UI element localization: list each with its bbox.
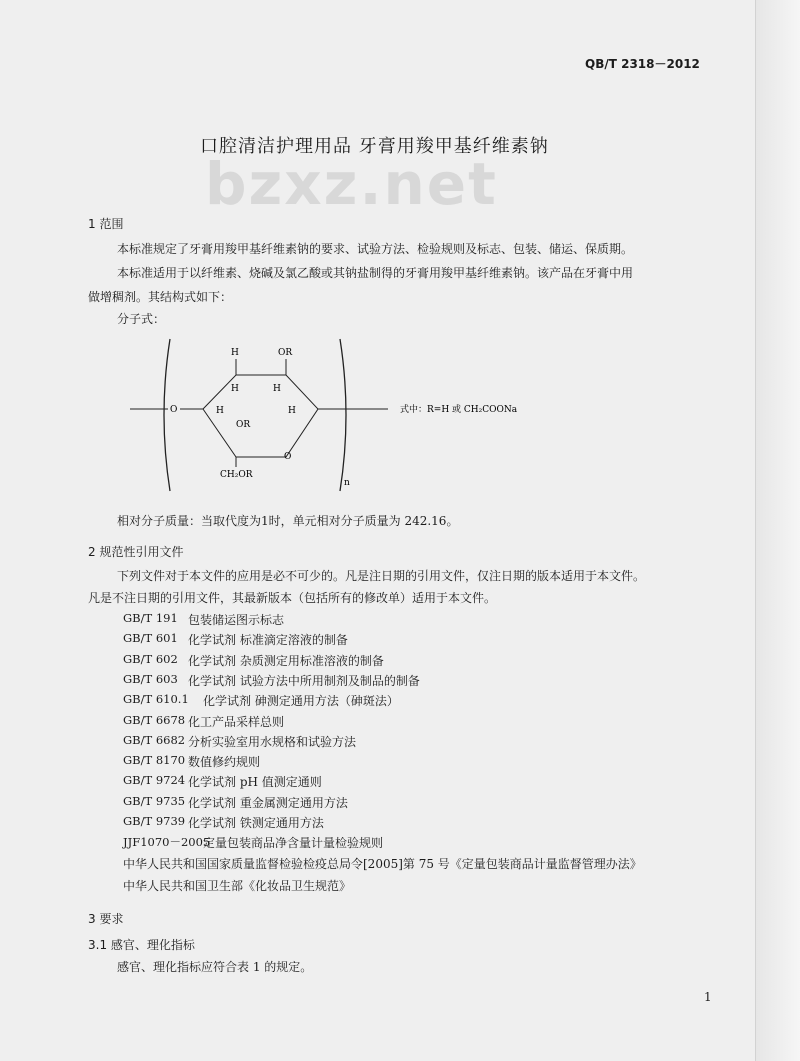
- section-1-para-2-line-1: 本标准适用于以纤维素、烧碱及氯乙酸或其钠盐制得的牙膏用羧甲基纤维素钠。该产品在牙膏中用: [117, 266, 634, 280]
- label-h-mid-1: H: [231, 384, 239, 394]
- formula-label: 分子式：: [117, 312, 166, 326]
- section-3-1-heading: 3.1 感官、理化指标: [88, 938, 195, 952]
- label-ch2or: CH₂OR: [220, 470, 253, 480]
- reference-code: GB/T 601: [123, 631, 178, 645]
- section-1-heading: 1 范围: [88, 217, 124, 231]
- standard-code: QB/T 2318－2012: [585, 57, 700, 71]
- structure-note: 式中：R=H 或 CH₂COONa: [400, 405, 518, 415]
- reference-title: 化学试剂 铁测定通用方法: [188, 816, 324, 830]
- reference-code: GB/T 191: [123, 611, 178, 625]
- order-2: 中华人民共和国卫生部《化妆品卫生规范》: [123, 879, 352, 893]
- section-2-para-line-2: 凡是不注日期的引用文件，其最新版本（包括所有的修改单）适用于本文件。: [88, 591, 497, 605]
- label-o-chain: O: [170, 405, 178, 415]
- left-bracket: [164, 339, 170, 491]
- reference-code: JJF1070－2005: [123, 835, 211, 849]
- reference-title: 化学试剂 标准滴定溶液的制备: [188, 633, 348, 647]
- page-number: 1: [704, 990, 712, 1004]
- watermark: bzxz.net: [205, 150, 498, 218]
- label-o-ring: O: [284, 452, 292, 462]
- page-edge-shadow: [755, 0, 800, 1061]
- label-h-mid-2: H: [273, 384, 281, 394]
- section-3-heading: 3 要求: [88, 912, 124, 926]
- document-title: 口腔清洁护理用品 牙膏用羧甲基纤维素钠: [200, 136, 549, 157]
- reference-title: 化学试剂 砷测定通用方法（砷斑法）: [203, 694, 399, 708]
- reference-code: GB/T 8170: [123, 753, 186, 767]
- label-n: n: [344, 478, 350, 488]
- order-1: 中华人民共和国国家质量监督检验检疫总局令[2005]第 75 号《定量包装商品计量监督管理办法》: [123, 857, 642, 871]
- label-or-mid: OR: [236, 420, 251, 430]
- reference-code: GB/T 610.1: [123, 692, 189, 706]
- reference-title: 化学试剂 杂质测定用标准溶液的制备: [188, 654, 384, 668]
- section-1-para-2-line-2: 做增稠剂。其结构式如下：: [88, 290, 233, 304]
- label-h-right: H: [288, 406, 296, 416]
- pyranose-ring: [203, 375, 318, 457]
- reference-title: 数值修约规则: [188, 755, 261, 769]
- reference-title: 分析实验室用水规格和试验方法: [188, 735, 357, 749]
- reference-code: GB/T 9724: [123, 773, 186, 787]
- reference-code: GB/T 602: [123, 652, 178, 666]
- reference-code: GB/T 6682: [123, 733, 186, 747]
- reference-code: GB/T 6678: [123, 713, 186, 727]
- reference-title: 包装储运图示标志: [188, 613, 285, 627]
- section-3-1-para: 感官、理化指标应符合表 1 的规定。: [117, 960, 313, 974]
- label-h-top-left: H: [231, 348, 239, 358]
- structural-formula: [128, 335, 728, 495]
- reference-title: 化工产品采样总则: [188, 715, 285, 729]
- section-2-heading: 2 规范性引用文件: [88, 545, 184, 559]
- reference-title: 化学试剂 试验方法中所用制剂及制品的制备: [188, 674, 420, 688]
- section-1-para-1: 本标准规定了牙膏用羧甲基纤维素钠的要求、试验方法、检验规则及标志、包装、储运、保质期。: [117, 242, 634, 256]
- reference-title: 化学试剂 pH 值测定通则: [188, 775, 322, 789]
- reference-title: 定量包装商品净含量计量检验规则: [203, 836, 384, 850]
- molecular-mass: 相对分子质量：当取代度为1时，单元相对分子质量为 242.16。: [117, 514, 459, 528]
- label-or-top: OR: [278, 348, 293, 358]
- reference-code: GB/T 603: [123, 672, 178, 686]
- reference-title: 化学试剂 重金属测定通用方法: [188, 796, 348, 810]
- right-bracket: [340, 339, 346, 491]
- section-2-para-line-1: 下列文件对于本文件的应用是必不可少的。凡是注日期的引用文件，仅注日期的版本适用于本文件。: [117, 569, 646, 583]
- reference-code: GB/T 9739: [123, 814, 186, 828]
- reference-code: GB/T 9735: [123, 794, 186, 808]
- label-h-left: H: [216, 406, 224, 416]
